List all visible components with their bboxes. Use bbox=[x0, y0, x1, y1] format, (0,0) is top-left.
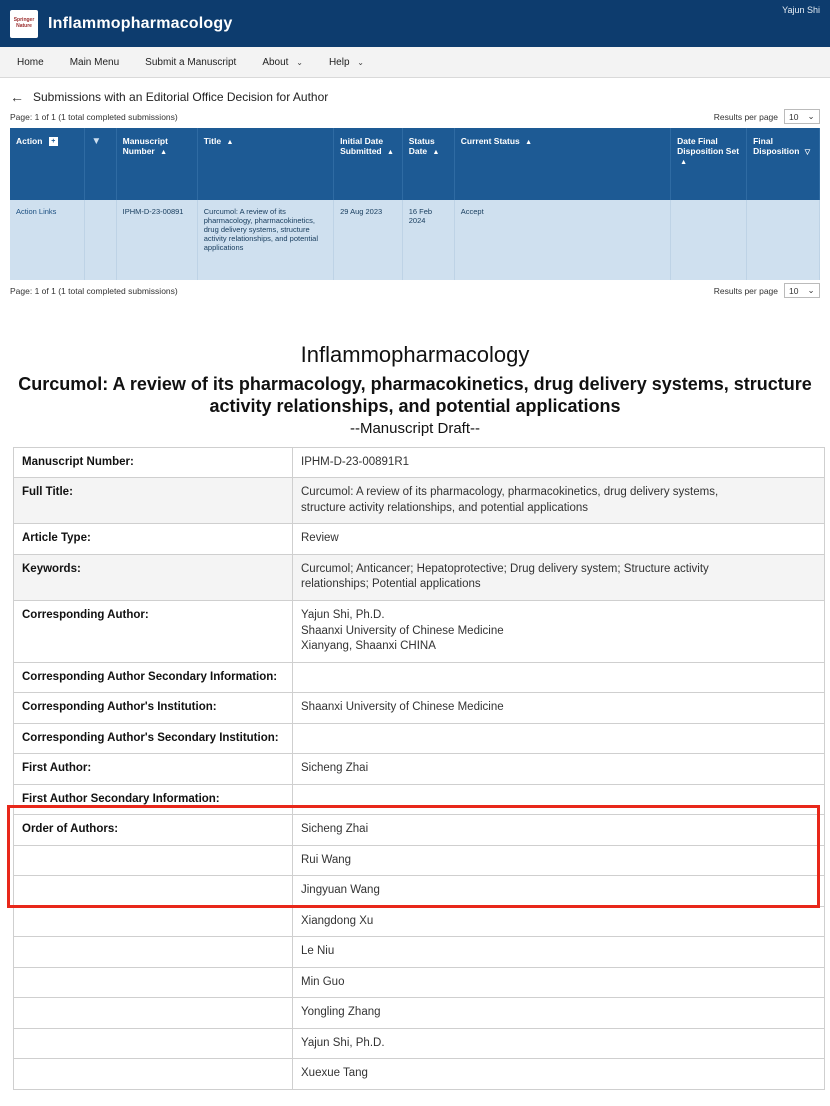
author-name-cell: Rui Wang bbox=[293, 845, 825, 876]
column-header-status-date-label: Status Date bbox=[408, 136, 435, 156]
column-header-filter[interactable] bbox=[85, 128, 116, 200]
sort-ascending-icon[interactable]: ▲ bbox=[160, 149, 168, 156]
column-header-date-final-disposition-set-label: Date Final Disposition Set bbox=[677, 136, 740, 156]
table-row bbox=[10, 200, 820, 280]
author-name-cell: Yajun Shi, Ph.D. bbox=[293, 1028, 825, 1059]
column-header-current-status-label: Current Status bbox=[460, 136, 520, 146]
table-row bbox=[14, 906, 825, 937]
value-first-author-secondary-information bbox=[293, 784, 825, 815]
author-name-cell: Le Niu bbox=[293, 937, 825, 968]
filter-icon[interactable]: ▼ bbox=[91, 136, 102, 147]
current-user-label: Yajun Shi bbox=[782, 5, 820, 15]
document-subtitle: --Manuscript Draft-- bbox=[349, 419, 480, 437]
menu-item-home[interactable] bbox=[4, 51, 57, 74]
value-line: IPHM-D-23-00891R1 bbox=[301, 455, 410, 468]
table-row bbox=[14, 601, 825, 663]
results-per-page-value-top: 10 bbox=[789, 111, 799, 122]
label-first-author-secondary-information: First Author Secondary Information: bbox=[14, 784, 293, 815]
results-count-top: Page: 1 of 1 (1 total completed submissions) bbox=[10, 111, 178, 122]
label-first-author: First Author: bbox=[14, 754, 293, 785]
document-journal-name: Inflammopharmacology bbox=[300, 342, 530, 367]
label-author-blank bbox=[14, 1059, 293, 1090]
column-header-final-disposition[interactable] bbox=[747, 128, 820, 200]
sort-ascending-icon[interactable]: ▲ bbox=[432, 149, 440, 156]
submissions-table-header-row bbox=[10, 128, 820, 200]
table-row bbox=[14, 1059, 825, 1090]
value-corresponding-author bbox=[293, 601, 825, 663]
results-count-bottom: Page: 1 of 1 (1 total completed submissions) bbox=[10, 285, 178, 296]
sort-ascending-icon[interactable]: ▲ bbox=[680, 159, 688, 166]
value-line: Shaanxi University of Chinese Medicine bbox=[301, 624, 504, 637]
sort-ascending-icon[interactable]: ▲ bbox=[525, 139, 533, 146]
results-bar-top bbox=[0, 106, 830, 128]
cell-final-disposition bbox=[747, 200, 820, 280]
value-corresponding-author-secondary-information bbox=[293, 662, 825, 693]
logo-text: Springer Nature bbox=[13, 17, 35, 29]
value-corresponding-authors-secondary-institution bbox=[293, 723, 825, 754]
manuscript-metadata-table bbox=[13, 447, 825, 1090]
column-header-action-label: Action bbox=[16, 136, 43, 146]
cell-date-final-disposition-set bbox=[671, 200, 747, 280]
menu-item-help-label: Help bbox=[328, 56, 350, 68]
table-row bbox=[14, 937, 825, 968]
author-name-cell: Xiangdong Xu bbox=[293, 906, 825, 937]
author-name-cell: Xuexue Tang bbox=[293, 1059, 825, 1090]
value-order-of-authors bbox=[293, 815, 825, 846]
action-links-link[interactable]: Action Links bbox=[16, 207, 57, 216]
label-author-blank bbox=[14, 937, 293, 968]
value-corresponding-authors-institution bbox=[293, 693, 825, 724]
value-manuscript-number bbox=[293, 447, 825, 478]
springer-nature-logo bbox=[10, 10, 38, 38]
results-per-page-top bbox=[714, 109, 820, 124]
author-name-cell: Min Guo bbox=[293, 967, 825, 998]
cell-action[interactable] bbox=[10, 200, 85, 280]
page-title: Submissions with an Editorial Office Decision for Author bbox=[33, 90, 329, 104]
menu-item-submit-manuscript[interactable] bbox=[132, 51, 249, 74]
table-row bbox=[14, 784, 825, 815]
menu-item-help[interactable] bbox=[316, 51, 377, 74]
column-header-final-disposition-label: Final Disposition bbox=[753, 136, 800, 156]
results-per-page-label-top: Results per page bbox=[713, 111, 778, 122]
document-title: Curcumol: A review of its pharmacology, pharmacokinetics, drug delivery systems, structure activity relationships, and potential applications bbox=[18, 374, 812, 416]
author-name-cell: Jingyuan Wang bbox=[293, 876, 825, 907]
value-full-title bbox=[293, 478, 825, 524]
menu-item-main-menu[interactable] bbox=[57, 51, 132, 74]
cell-current-status: Accept bbox=[454, 200, 670, 280]
chevron-down-icon: ⌄ bbox=[296, 57, 303, 67]
cell-title: Curcumol: A review of its pharmacology, pharmacokinetics, drug delivery systems, structure activity relationships, and potential applications bbox=[197, 200, 333, 280]
value-line: Curcumol; Anticancer; Hepatoprotective; Drug delivery system; Structure activity bbox=[301, 562, 709, 575]
table-row bbox=[14, 967, 825, 998]
column-header-initial-date-submitted[interactable] bbox=[334, 128, 403, 200]
column-header-manuscript-number[interactable] bbox=[116, 128, 197, 200]
cell-status-date: 16 Feb 2024 bbox=[402, 200, 454, 280]
submissions-table bbox=[10, 128, 820, 280]
back-arrow-icon[interactable]: ← bbox=[10, 89, 24, 105]
label-author-blank bbox=[14, 845, 293, 876]
table-row bbox=[14, 554, 825, 600]
label-keywords: Keywords: bbox=[14, 554, 293, 600]
table-row bbox=[14, 478, 825, 524]
column-header-title-label: Title bbox=[203, 136, 222, 146]
menu-item-home-label: Home bbox=[17, 56, 44, 68]
cell-manuscript-number: IPHM-D-23-00891 bbox=[116, 200, 197, 280]
top-bar bbox=[0, 0, 830, 47]
cell-initial-date-submitted: 29 Aug 2023 bbox=[334, 200, 403, 280]
chevron-down-icon: ⌄ bbox=[357, 57, 364, 67]
label-full-title: Full Title: bbox=[14, 478, 293, 524]
column-header-action[interactable] bbox=[10, 128, 85, 200]
table-row bbox=[14, 524, 825, 555]
label-corresponding-author: Corresponding Author: bbox=[14, 601, 293, 663]
value-first-author bbox=[293, 754, 825, 785]
sort-ascending-icon[interactable]: ▲ bbox=[387, 149, 394, 156]
column-header-date-final-disposition-set[interactable] bbox=[671, 128, 747, 200]
expand-icon[interactable]: + bbox=[49, 137, 58, 146]
value-line: structure activity relationships, and potential applications bbox=[301, 501, 589, 514]
value-line: Yajun Shi, Ph.D. bbox=[301, 609, 385, 621]
table-row bbox=[14, 754, 825, 785]
results-per-page-select-top[interactable] bbox=[784, 109, 820, 124]
table-row bbox=[14, 447, 825, 478]
author-name-cell: Yongling Zhang bbox=[293, 998, 825, 1029]
table-row bbox=[14, 723, 825, 754]
menu-item-about[interactable] bbox=[249, 51, 316, 74]
results-per-page-label-bottom: Results per page bbox=[713, 285, 778, 296]
value-line: Shaanxi University of Chinese Medicine bbox=[301, 701, 504, 714]
table-row bbox=[14, 998, 825, 1029]
value-line: relationships; Potential applications bbox=[301, 578, 481, 591]
table-row bbox=[14, 815, 825, 846]
table-row bbox=[14, 693, 825, 724]
table-row bbox=[14, 876, 825, 907]
main-menu-bar bbox=[0, 47, 830, 78]
value-line: Curcumol: A review of its pharmacology, pharmacokinetics, drug delivery systems, bbox=[301, 486, 719, 499]
table-row bbox=[14, 1028, 825, 1059]
column-header-status-date[interactable] bbox=[402, 128, 454, 200]
results-per-page-select-bottom[interactable] bbox=[784, 283, 820, 298]
menu-item-submit-manuscript-label: Submit a Manuscript bbox=[145, 56, 237, 68]
journal-brand-title: Inflammopharmacology bbox=[48, 14, 233, 32]
label-article-type: Article Type: bbox=[14, 524, 293, 555]
menu-item-main-menu-label: Main Menu bbox=[69, 56, 120, 68]
chevron-down-icon: ⌄ bbox=[807, 111, 815, 121]
page-header bbox=[0, 78, 830, 106]
label-order-of-authors: Order of Authors: bbox=[14, 815, 293, 846]
value-line: Sicheng Zhai bbox=[301, 823, 369, 836]
table-row bbox=[14, 845, 825, 876]
results-per-page-value-bottom: 10 bbox=[789, 285, 799, 296]
label-author-blank bbox=[14, 998, 293, 1029]
table-row bbox=[14, 662, 825, 693]
label-author-blank bbox=[14, 876, 293, 907]
results-bar-bottom bbox=[0, 280, 830, 302]
value-article-type bbox=[293, 524, 825, 555]
label-manuscript-number: Manuscript Number: bbox=[14, 447, 293, 478]
label-author-blank bbox=[14, 1028, 293, 1059]
sort-ascending-icon[interactable]: ▲ bbox=[226, 139, 234, 146]
label-author-blank bbox=[14, 967, 293, 998]
menu-item-about-label: About bbox=[262, 56, 289, 68]
value-line: Sicheng Zhai bbox=[301, 762, 369, 775]
chevron-down-icon: ⌄ bbox=[807, 285, 815, 295]
label-corresponding-author-secondary-information: Corresponding Author Secondary Information: bbox=[14, 662, 293, 693]
cell-flag[interactable] bbox=[85, 200, 116, 280]
sort-descending-icon: ▽ bbox=[804, 149, 811, 156]
value-keywords bbox=[293, 554, 825, 600]
label-corresponding-authors-secondary-institution: Corresponding Author's Secondary Institution: bbox=[14, 723, 293, 754]
column-header-initial-date-submitted-label: Initial Date Submitted bbox=[340, 136, 384, 156]
label-corresponding-authors-institution: Corresponding Author's Institution: bbox=[14, 693, 293, 724]
column-header-manuscript-number-label: Manuscript Number bbox=[122, 136, 168, 156]
manuscript-document bbox=[0, 342, 830, 1090]
value-line: Review bbox=[301, 532, 339, 545]
value-line: Xianyang, Shaanxi CHINA bbox=[301, 640, 436, 653]
label-author-blank bbox=[14, 906, 293, 937]
column-header-current-status[interactable] bbox=[454, 128, 670, 200]
results-per-page-bottom bbox=[714, 283, 820, 298]
column-header-title[interactable] bbox=[197, 128, 333, 200]
